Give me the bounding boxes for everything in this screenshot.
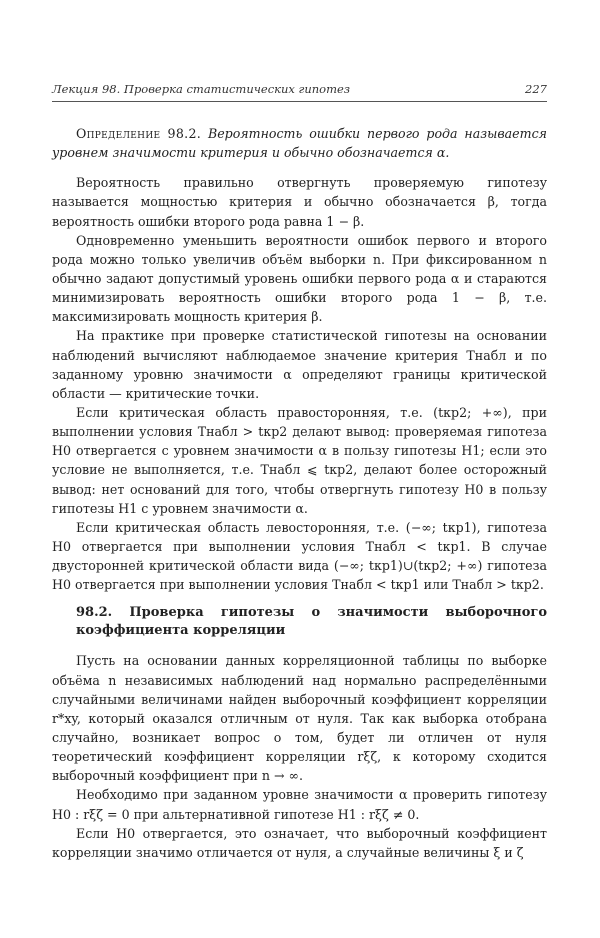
paragraph: На практике при проверке статистической гипотезы на основании наблюдений вычисляют наблюдаемое значение критерия Tнабл и по заданному уровню значимости α определяют границы критической области — критические точки.: [52, 328, 547, 401]
paragraph: Если H0 отвергается, это означает, что выборочный коэффициент корреляции значимо отличается от нуля, а случайные величины ξ и ζ: [52, 825, 547, 860]
running-header: [52, 82, 547, 102]
definition-text: Вероятность ошибки первого рода называется уровнем значимости критерия и обычно обозначается α.: [52, 126, 547, 161]
paragraph: Вероятность правильно отвергнуть проверяемую гипотезу называется мощностью критерия и обычно обозначается β, тогда вероятность ошибки второго рода равна 1 − β.: [52, 175, 547, 229]
paragraph: Если критическая область правосторонняя, т.е. (tкр2; +∞), при выполнении условия Tнабл > tкр2 делают вывод: проверяемая гипотеза H0 отвергается с уровнем значимости α в пользу гипотезы H1; если это условие не выполняется, т.е. Tнабл ⩽ tкр2, делают более осторожный вывод: нет оснований для того, чтобы отвергнуть гипотезу H0 в пользу гипотезы H1 с уровнем значимости α.: [52, 404, 547, 516]
definition-label: Определение 98.2.: [76, 126, 202, 141]
book-page: [52, 82, 547, 862]
running-title: Лекция 98. Проверка статистических гипотез: [52, 82, 351, 96]
paragraph: Пусть на основании данных корреляционной таблицы по выборке объёма n независимых наблюдений над нормально распределёнными случайными величинами найден выборочный коэффициент корреляции r*xy, который оказался отличным от нуля. Так как выборка отобрана случайно, возникает вопрос о том, будет ли отличен от нуля теоретический коэффициент корреляции rξζ, к которому сходится выборочный коэффициент при n → ∞.: [52, 653, 547, 784]
definition: [52, 124, 547, 162]
paragraph: Если критическая область левосторонняя, т.е. (−∞; tкр1), гипотеза H0 отвергается при выполнении условия Tнабл < tкр1. В случае двусторонней критической области вида (−∞; tкр1)∪(tкр2; +∞) гипотеза H0 отвергается при выполнении условия Tнабл < tкр1 или Tнабл > tкр2.: [52, 519, 547, 593]
page-body: [52, 124, 547, 862]
page-number: 227: [525, 82, 547, 96]
paragraph: Одновременно уменьшить вероятности ошибок первого и второго рода можно только увеличив объём выборки n. При фиксированном n обычно задают допустимый уровень ошибки первого рода α и стараются минимизировать вероятность ошибки второго рода 1 − β, т.е. максимизировать мощность критерия β.: [52, 232, 547, 325]
paragraph: Необходимо при заданном уровне значимости α проверить гипотезу H0 : rξζ = 0 при альтернативной гипотезе H1 : rξζ ≠ 0.: [52, 787, 547, 822]
section-heading: 98.2. Проверка гипотезы о значимости выборочного коэффициента корреляции: [76, 605, 547, 638]
